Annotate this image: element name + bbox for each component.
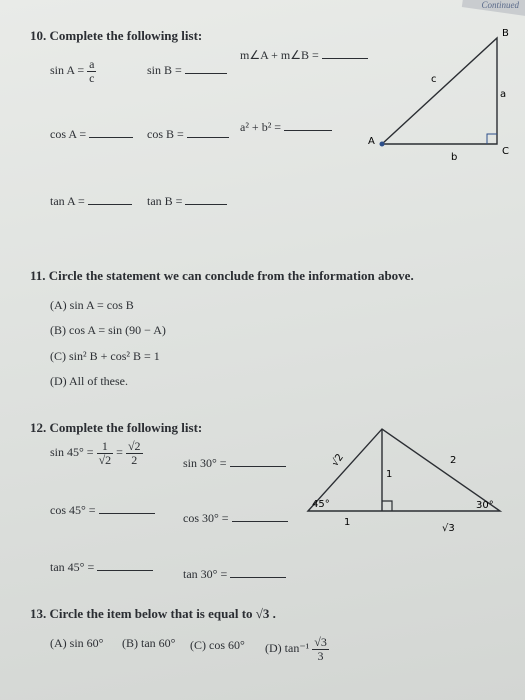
q10-cosA [50,127,133,142]
q10-sinB [147,63,227,78]
q11-option-a[interactable]: (A) sin A = cos B [50,298,134,312]
vertex-dot [380,142,385,147]
right-angle-mark [487,134,497,144]
angle-30-label: 30° [476,500,494,511]
q10-tanB [147,194,227,209]
answer-blank[interactable] [185,72,227,74]
fraction-numerator: √2 [127,439,141,453]
fraction-numerator: 1 [97,440,114,454]
q13-header [30,606,276,622]
q12-cos45-label: cos 45° = [50,503,96,517]
q12-tan45-label: tan 45° = [50,560,95,574]
q13-number: 13. [30,606,47,621]
q12-tan30 [183,567,286,582]
triangle-outline [382,38,497,144]
q13-option-a[interactable]: (A) sin 60° [50,636,104,650]
q12-cos30 [183,511,288,526]
angle-45-label: 45° [312,499,330,510]
q13-option-d-fraction [312,636,329,662]
q13-option-b[interactable]: (B) tan 60° [122,636,176,650]
q10-header [30,28,202,44]
q10-tanA-label: tan A = [50,194,85,208]
q10-title: Complete the following list: [49,28,203,43]
answer-blank[interactable] [99,512,155,514]
q10-sinA [50,58,96,84]
q10-sinB-label: sin B = [147,63,182,77]
answer-blank[interactable] [230,465,286,467]
answer-blank[interactable] [88,203,132,205]
q11-option-c[interactable]: (C) sin² B + cos² B = 1 [50,349,160,363]
vertex-C-label: C [502,146,509,157]
q13-option-c[interactable]: (C) cos 60° [190,638,245,652]
side-b-label: b [451,152,458,163]
q11-option-b[interactable]: (B) cos A = sin (90 − A) [50,323,166,337]
q13-option-d[interactable] [265,636,329,662]
fraction-denominator: 3 [317,648,324,663]
side-c-label: c [431,74,437,85]
answer-blank[interactable] [187,136,229,138]
side-a-label: a [500,89,507,100]
q12-sin30-label: sin 30° = [183,456,227,470]
q10-sinA-label: sin A = [50,62,85,77]
q13-title: Circle the item below that is equal to √3 . [49,606,276,621]
q10-cosB [147,127,229,142]
q11-option-d[interactable]: (D) All of these. [50,374,128,388]
q10-right-triangle [365,20,525,165]
left-hyp-label: √2 [329,452,346,469]
q12-special-triangles [300,415,505,545]
q12-tan30-label: tan 30° = [183,567,228,581]
q12-sin45-fraction-1 [97,440,114,466]
q13-option-d-label: (D) tan⁻¹ [265,640,310,655]
answer-blank[interactable] [185,203,227,205]
answer-blank[interactable] [322,57,368,59]
q12-cos30-label: cos 30° = [183,511,229,525]
fraction-denominator: c [89,70,95,85]
q12-title: Complete the following list: [49,420,203,435]
q10-number: 10. [30,28,47,43]
continued-label: Continued [481,0,519,10]
right-angle-mark [382,501,392,511]
q10-tanB-label: tan B = [147,194,183,208]
q10-angle-sum [240,48,368,63]
vertex-A-label: A [368,136,375,147]
q12-sin45-label: sin 45° = [50,444,94,459]
q12-number: 12. [30,420,47,435]
answer-blank[interactable] [284,129,332,131]
answer-blank[interactable] [89,136,133,138]
right-hyp-label: 2 [450,455,457,466]
fraction-numerator: a [89,57,95,71]
q11-number: 11. [30,268,46,283]
q12-header [30,420,202,436]
fraction-denominator: 2 [131,452,138,467]
q10-angle-sum-label: m∠A + m∠B = [240,48,319,62]
q12-cos45 [50,503,155,518]
answer-blank[interactable] [230,576,286,578]
q12-sin45-fraction-2 [126,440,143,466]
fraction-numerator: √3 [314,635,327,649]
q12-sin45: sin 45° = $\frac{1}{√2}$ = $\frac{√2}{2}$ [50,439,141,467]
triangle-outline [308,429,500,511]
q11-title: Circle the statement we can conclude from the information above. [48,268,414,283]
answer-blank[interactable] [97,569,153,571]
q11-header [30,268,414,284]
q10-tanA [50,194,132,209]
q10-sinA-fraction [87,58,96,84]
q10-pythag-label: a² + b² = [240,120,282,134]
q12-sin30 [183,456,286,471]
fraction-denominator: √2 [98,452,112,467]
height-label: 1 [386,469,393,480]
base-right-label: √3 [442,523,455,534]
base-left-label: 1 [344,517,351,528]
answer-blank[interactable] [232,520,288,522]
q12-tan45 [50,560,153,575]
q10-pythag [240,120,332,135]
q10-cosB-label: cos B = [147,127,184,141]
vertex-B-label: B [502,28,509,39]
q10-cosA-label: cos A = [50,127,87,141]
